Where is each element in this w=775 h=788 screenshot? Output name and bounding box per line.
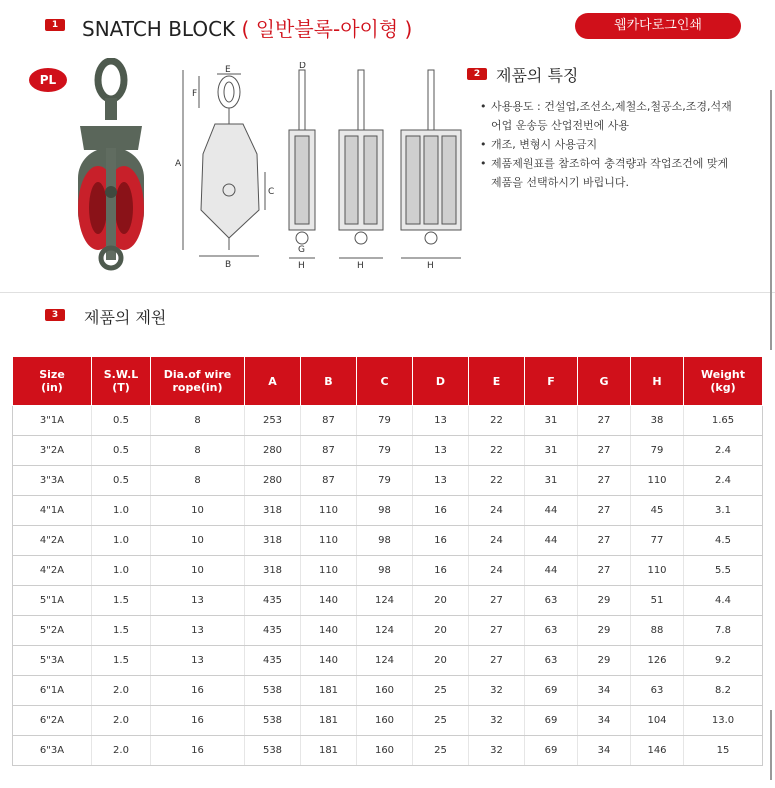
table-cell: 110 [631, 466, 684, 496]
col-wire-dia: Dia.of wire rope(in) [151, 357, 245, 406]
table-cell: 13 [413, 466, 469, 496]
table-cell: 10 [151, 496, 245, 526]
table-cell: 13 [151, 646, 245, 676]
table-cell: 160 [357, 736, 413, 766]
table-cell: 2.4 [684, 466, 763, 496]
dim-label-b: B [225, 260, 232, 270]
feature-item: • 제품제원표를 참조하여 충격량과 작업조건에 맞게 제품을 선택하시기 바립니다. [480, 154, 740, 192]
table-cell: 16 [413, 556, 469, 586]
table-cell: 318 [245, 496, 301, 526]
table-cell: 69 [525, 736, 578, 766]
table-cell: 32 [469, 736, 525, 766]
table-row [13, 616, 763, 646]
table-cell: 1.5 [92, 616, 151, 646]
table-cell: 15 [684, 736, 763, 766]
table-cell: 181 [301, 676, 357, 706]
table-cell: 104 [631, 706, 684, 736]
table-cell: 45 [631, 496, 684, 526]
table-cell: 27 [578, 406, 631, 436]
table-cell: 31 [525, 436, 578, 466]
print-catalog-button[interactable]: 웹카다로그인쇄 [575, 13, 741, 39]
table-cell: 16 [151, 736, 245, 766]
dim-label-a: A [175, 159, 182, 169]
table-cell: 280 [245, 436, 301, 466]
dim-label-h3: H [427, 261, 434, 271]
table-cell: 88 [631, 616, 684, 646]
col-d: D [413, 357, 469, 406]
section-2-badge: 2 [467, 68, 487, 80]
table-cell: 318 [245, 556, 301, 586]
col-b: B [301, 357, 357, 406]
table-cell: 1.5 [92, 586, 151, 616]
table-cell: 16 [413, 496, 469, 526]
table-cell: 5"1A [13, 586, 92, 616]
table-cell: 44 [525, 526, 578, 556]
table-cell: 160 [357, 676, 413, 706]
table-cell: 124 [357, 646, 413, 676]
table-cell: 435 [245, 646, 301, 676]
table-cell: 87 [301, 466, 357, 496]
table-cell: 25 [413, 676, 469, 706]
dim-label-g: G [298, 245, 305, 255]
table-cell: 124 [357, 616, 413, 646]
dim-label-c: C [268, 187, 275, 197]
table-row [13, 406, 763, 436]
table-cell: 27 [578, 466, 631, 496]
table-cell: 27 [578, 526, 631, 556]
table-cell: 6"1A [13, 676, 92, 706]
table-cell: 20 [413, 616, 469, 646]
table-cell: 87 [301, 436, 357, 466]
table-cell: 8 [151, 466, 245, 496]
table-cell: 69 [525, 706, 578, 736]
table-row [13, 526, 763, 556]
table-cell: 538 [245, 736, 301, 766]
table-cell: 1.0 [92, 526, 151, 556]
table-cell: 181 [301, 736, 357, 766]
table-cell: 4.5 [684, 526, 763, 556]
title-english: SNATCH BLOCK [82, 17, 236, 41]
table-row [13, 736, 763, 766]
table-cell: 31 [525, 466, 578, 496]
table-cell: 110 [631, 556, 684, 586]
table-cell: 16 [151, 706, 245, 736]
table-cell: 2.0 [92, 706, 151, 736]
table-cell: 4"2A [13, 556, 92, 586]
table-cell: 27 [578, 556, 631, 586]
features-list [480, 97, 740, 192]
table-row [13, 466, 763, 496]
dim-label-f: F [192, 89, 198, 99]
table-row [13, 706, 763, 736]
table-cell: 160 [357, 706, 413, 736]
table-cell: 140 [301, 646, 357, 676]
table-cell: 435 [245, 616, 301, 646]
specs-title: 제품의 제원 [84, 308, 167, 327]
table-cell: 69 [525, 676, 578, 706]
table-cell: 140 [301, 586, 357, 616]
table-cell: 5.5 [684, 556, 763, 586]
table-cell: 124 [357, 586, 413, 616]
scrollbar-track-lower[interactable] [770, 710, 772, 780]
dim-label-d: D [299, 62, 306, 71]
table-cell: 126 [631, 646, 684, 676]
col-g: G [578, 357, 631, 406]
table-cell: 27 [578, 496, 631, 526]
table-cell: 13.0 [684, 706, 763, 736]
table-cell: 13 [413, 406, 469, 436]
spec-table [12, 356, 763, 766]
table-cell: 13 [151, 586, 245, 616]
table-cell: 29 [578, 646, 631, 676]
table-cell: 5"2A [13, 616, 92, 646]
dim-label-e: E [225, 65, 231, 75]
table-cell: 1.0 [92, 556, 151, 586]
table-cell: 0.5 [92, 466, 151, 496]
table-cell: 24 [469, 526, 525, 556]
table-cell: 63 [525, 646, 578, 676]
col-h: H [631, 357, 684, 406]
table-cell: 10 [151, 526, 245, 556]
table-cell: 318 [245, 526, 301, 556]
table-cell: 24 [469, 556, 525, 586]
table-cell: 4.4 [684, 586, 763, 616]
table-cell: 32 [469, 676, 525, 706]
table-cell: 32 [469, 706, 525, 736]
table-cell: 5"3A [13, 646, 92, 676]
feature-item: • 사용용도 : 건설업,조선소,제철소,철공소,조경,석재 어업 운송등 산업전번에 사용 [480, 97, 740, 135]
col-size: Size (in) [13, 357, 92, 406]
table-cell: 2.0 [92, 676, 151, 706]
col-a: A [245, 357, 301, 406]
table-cell: 27 [578, 436, 631, 466]
table-cell: 7.8 [684, 616, 763, 646]
table-cell: 110 [301, 556, 357, 586]
table-cell: 3"1A [13, 406, 92, 436]
table-cell: 1.65 [684, 406, 763, 436]
table-cell: 8 [151, 406, 245, 436]
table-cell: 25 [413, 736, 469, 766]
product-photo [60, 58, 160, 276]
table-cell: 63 [631, 676, 684, 706]
table-cell: 24 [469, 496, 525, 526]
table-cell: 79 [631, 436, 684, 466]
table-cell: 27 [469, 646, 525, 676]
table-cell: 6"3A [13, 736, 92, 766]
table-cell: 44 [525, 496, 578, 526]
table-row [13, 586, 763, 616]
table-cell: 27 [469, 586, 525, 616]
dim-label-h1: H [298, 261, 305, 271]
table-cell: 538 [245, 706, 301, 736]
table-cell: 3.1 [684, 496, 763, 526]
col-weight: Weight (kg) [684, 357, 763, 406]
scrollbar-track[interactable] [770, 90, 772, 350]
table-cell: 98 [357, 526, 413, 556]
table-cell: 22 [469, 436, 525, 466]
spec-header-row [13, 357, 763, 406]
table-cell: 140 [301, 616, 357, 646]
table-cell: 2.0 [92, 736, 151, 766]
table-cell: 8 [151, 436, 245, 466]
table-cell: 280 [245, 466, 301, 496]
table-cell: 22 [469, 466, 525, 496]
table-cell: 22 [469, 406, 525, 436]
dimension-diagram [165, 62, 465, 272]
table-cell: 181 [301, 706, 357, 736]
col-swl: S.W.L (T) [92, 357, 151, 406]
table-cell: 20 [413, 646, 469, 676]
table-cell: 3"3A [13, 466, 92, 496]
table-cell: 29 [578, 586, 631, 616]
table-cell: 34 [578, 736, 631, 766]
page-title [82, 13, 412, 42]
col-e: E [469, 357, 525, 406]
table-cell: 79 [357, 406, 413, 436]
table-cell: 44 [525, 556, 578, 586]
table-row [13, 646, 763, 676]
table-cell: 31 [525, 406, 578, 436]
table-cell: 29 [578, 616, 631, 646]
col-c: C [357, 357, 413, 406]
table-cell: 0.5 [92, 406, 151, 436]
table-cell: 1.5 [92, 646, 151, 676]
features-title: 제품의 특징 [496, 66, 579, 85]
table-cell: 25 [413, 706, 469, 736]
table-cell: 13 [413, 436, 469, 466]
table-cell: 79 [357, 436, 413, 466]
dim-label-h2: H [357, 261, 364, 271]
table-cell: 9.2 [684, 646, 763, 676]
table-cell: 110 [301, 496, 357, 526]
table-cell: 98 [357, 556, 413, 586]
table-cell: 20 [413, 586, 469, 616]
section-3-badge: 3 [45, 309, 65, 321]
section-divider [0, 292, 775, 293]
table-row [13, 676, 763, 706]
table-cell: 98 [357, 496, 413, 526]
table-cell: 16 [151, 676, 245, 706]
table-cell: 63 [525, 586, 578, 616]
table-cell: 77 [631, 526, 684, 556]
feature-item: • 개조, 변형시 사용금지 [480, 135, 740, 154]
table-cell: 87 [301, 406, 357, 436]
section-1-badge: 1 [45, 19, 65, 31]
spec-table-body [13, 406, 763, 766]
table-cell: 6"2A [13, 706, 92, 736]
col-f: F [525, 357, 578, 406]
table-row [13, 436, 763, 466]
table-cell: 38 [631, 406, 684, 436]
table-cell: 8.2 [684, 676, 763, 706]
title-korean: ( 일반블록-아이형 ) [241, 17, 413, 41]
table-row [13, 556, 763, 586]
table-cell: 538 [245, 676, 301, 706]
table-cell: 2.4 [684, 436, 763, 466]
table-cell: 3"2A [13, 436, 92, 466]
table-cell: 4"1A [13, 496, 92, 526]
table-cell: 79 [357, 466, 413, 496]
table-cell: 63 [525, 616, 578, 646]
table-cell: 110 [301, 526, 357, 556]
table-cell: 435 [245, 586, 301, 616]
table-cell: 1.0 [92, 496, 151, 526]
table-cell: 27 [469, 616, 525, 646]
table-cell: 4"2A [13, 526, 92, 556]
table-cell: 253 [245, 406, 301, 436]
table-cell: 51 [631, 586, 684, 616]
table-cell: 10 [151, 556, 245, 586]
table-cell: 16 [413, 526, 469, 556]
table-cell: 13 [151, 616, 245, 646]
table-cell: 34 [578, 676, 631, 706]
table-cell: 146 [631, 736, 684, 766]
pl-logo: PL [29, 68, 67, 92]
table-row [13, 496, 763, 526]
table-cell: 0.5 [92, 436, 151, 466]
table-cell: 34 [578, 706, 631, 736]
